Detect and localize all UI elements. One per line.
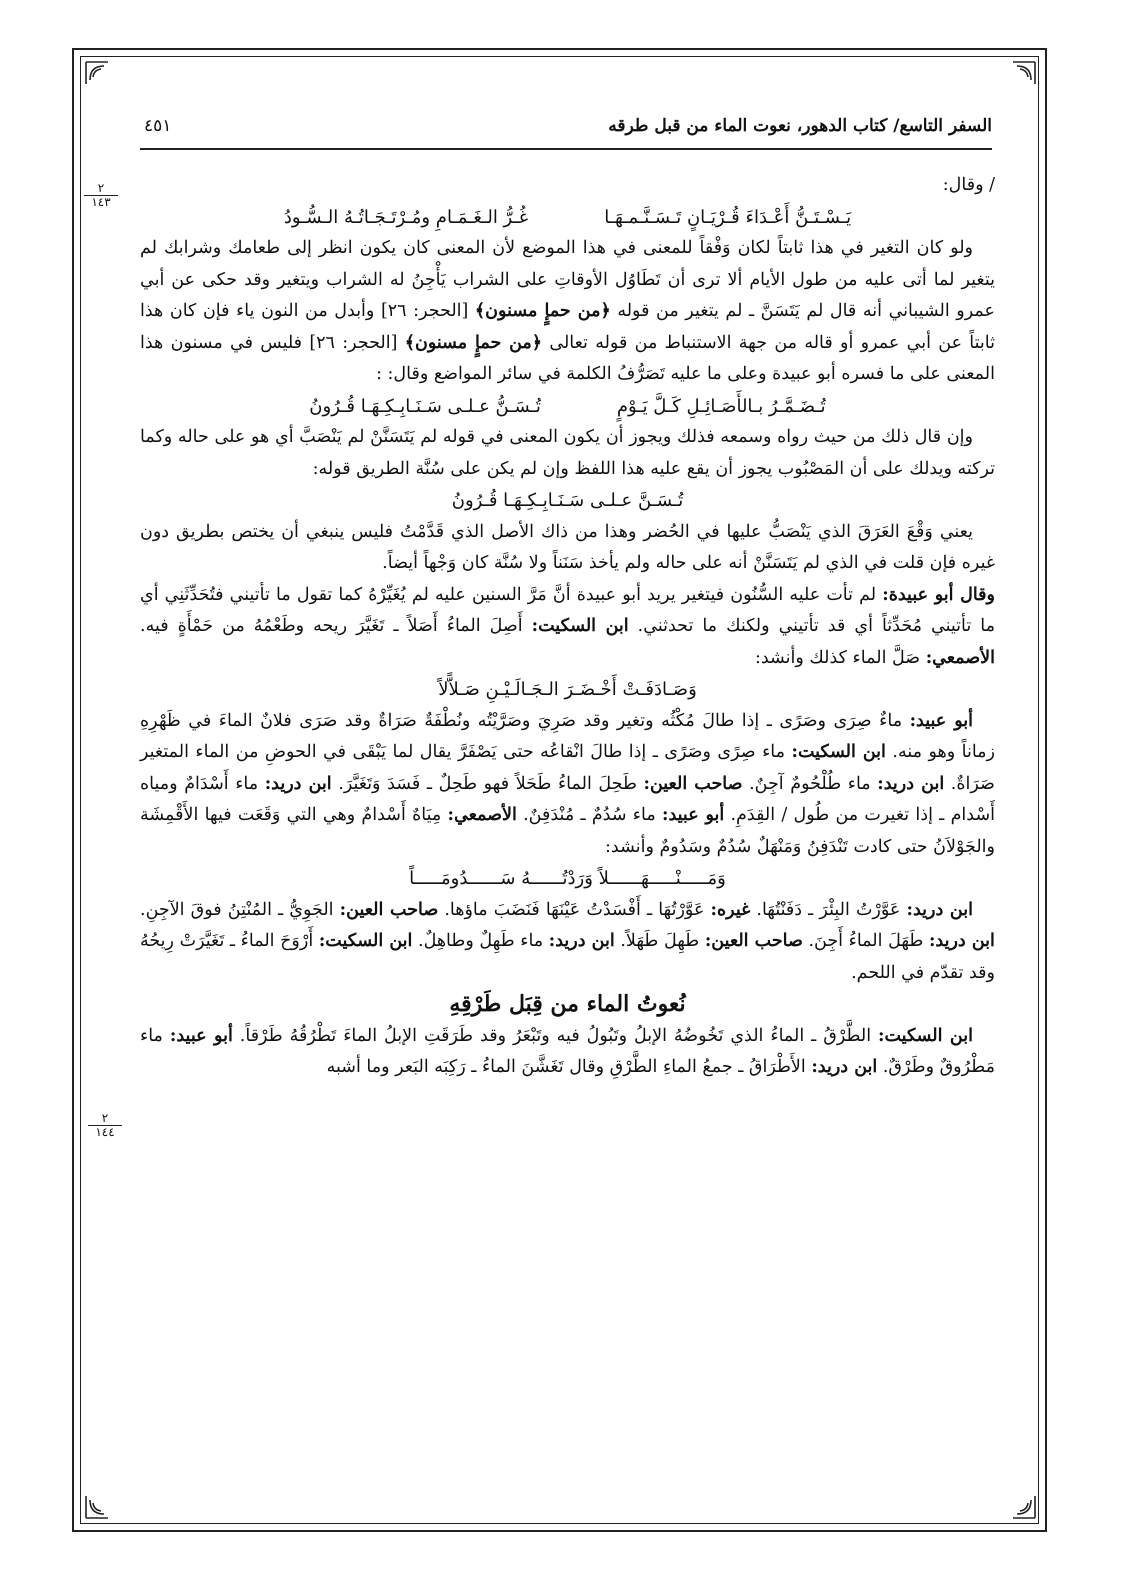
source-label: وقال أبو عبيدة: <box>882 584 995 605</box>
text-run: ماءٌ صِرَى وصَرًى ـ إذا طالَ مُكْثُه وتغير وقد صَرِيَ وصَرَّيْتُه ونُطْفَةٌ صَرَاةٌ وقد صَرَى فلانٌ الماءَ في ظَهْرِهِ زماناً وهو منه. <box>140 710 995 762</box>
source-label: ابن السكيت: <box>318 931 413 951</box>
page-header <box>140 108 992 150</box>
text-run: عَوَّرْتُهَا ـ أَفْسَدْتُ عَيْنَهَا فَنَضَبَ ماؤها. <box>444 899 705 920</box>
source-label: ابن السكيت: <box>531 616 629 636</box>
source-label: ابن السكيت: <box>878 1025 973 1046</box>
source-label: ابن دريد: <box>928 931 995 951</box>
verse-hemistich: غُـرُّ الـغَـمَـامِ ومُـرْتَـجَـاتُـهُ الـسُّـودُ <box>283 206 529 228</box>
text-run: ماء طَهِلٌ وطاهِلٌ. <box>418 931 544 951</box>
source-label: ابن دريد: <box>877 773 945 794</box>
source-label: أبو عبيد: <box>909 710 973 731</box>
text-run: لم تأت عليه السُّنُون فيتغير يريد أبو عبيدة أنَّ مَرَّ السنين عليه لم يُغَيِّرْهُ كما تقول ما تأتيني فتُحَدِّثَنِي أي ما تأتيني مُحَدِّثاً أي قد تأتيني ولكنك ما تحدثني. <box>140 584 995 636</box>
text-run: ماء مَطْرُوقٌ وطَرْقٌ. <box>140 1025 995 1077</box>
text-run: صَلَّ الماء كذلك وأنشد: <box>754 647 921 668</box>
main-text <box>140 170 995 1084</box>
text-run: الجَوِيُّ ـ المُنْتِنُ فوقَ الآجِنِ. <box>140 899 334 920</box>
quran-quote: ﴿من حمإٍ مسنون﴾ <box>404 332 543 353</box>
section-heading: نُعوتُ الماء من قِبَل طَرْقِهِ <box>449 991 686 1017</box>
text-run: أَرْوَحَ الماءُ ـ تَغَيَّرَتْ رِيحُهُ وقد تقدّم في اللحم. <box>140 931 995 983</box>
text-run: أَصِلَ الماءُ أَصَلاً ـ تَغَيَّرَ ريحه وطَعْمُهُ من حَمْأَةٍ فيه. <box>140 616 523 636</box>
quran-quote: ﴿من حمإٍ مسنون﴾ <box>474 301 611 321</box>
source-label: صاحب العين: <box>339 899 439 920</box>
text-run: طَهَلَ الماءُ أَجِنَ. <box>808 931 924 951</box>
source-label: ابن السكيت: <box>791 742 886 762</box>
corner-ornament-icon <box>1011 1494 1037 1520</box>
source-label: أبو عبيد: <box>169 1025 233 1046</box>
intro-line: / وقال: <box>942 175 995 195</box>
source-label: ابن دريد: <box>811 1057 878 1077</box>
verse-line: وَصَـادَفَـتْ أَخْـضَـرَ الـجَـالَـيْـنِ صَـلاًّلاً <box>438 679 697 700</box>
text-run: [الحجر: ٢٦] وأبدل من النون ياء فإن كان هذا ثابتاً عن أبي عمرو أو قاله من جهة الاستنباط من قوله تعالى <box>140 301 995 353</box>
margin-folio-num: ٢ <box>88 1112 122 1126</box>
corner-ornament-icon <box>84 1494 110 1520</box>
text-run: طَحِلَ الماءُ طَحَلاً فهو طَحِلٌ ـ فَسَدَ وَتَغَيَّرَ. <box>338 773 637 794</box>
text-run: ولو كان التغير في هذا ثابتاً لكان وَفْقاً للمعنى في هذا الموضع لأن المعنى كان يكون انظر إلى طعامك وشرابك لم يتغير لما أتى عليه من طول الأيام ألا ترى أن تَطَاوُل الأوقاتِ على الشراب يَأْجِنُ له الشراب ويتغير وقد حكى عن أبي عمرو الشيباني أنه قال لم يَتَسَنَّ ـ لم يتغير من قوله <box>140 238 995 321</box>
source-label: ابن دريد: <box>264 773 332 794</box>
verse-hemistich: تُـضَـمَّـرُ بـالأَصَـائِـلِ كَـلَّ يَـوْمٍ <box>616 395 826 417</box>
running-title: السفر التاسع/ كتاب الدهور، نعوت الماء من قبل طرقه <box>608 116 992 136</box>
paragraph <box>140 580 995 675</box>
margin-folio-num: ٢ <box>84 182 118 196</box>
corner-ornament-icon <box>1011 60 1037 86</box>
source-label: ابن دريد: <box>906 899 973 920</box>
source-label: ابن دريد: <box>548 931 615 951</box>
text-run: مِيَاهٌ أَسْدامٌ وهي التي وَقَعَت فيها الأَقْمِشَة والجَوْلاَنُ حتى كادت تَنْدَفِنُ وَمَنْهَلٌ سُدُمٌ وسَدُومٌ وأنشد: <box>140 805 995 857</box>
text-run: [الحجر: ٢٦] فليس في مسنون هذا المعنى على ما فسره أبو عبيدة وعلى ما عليه تَصَرُّفُ الكلمة في سائر المواضع وقال: : <box>140 332 995 384</box>
paragraph <box>140 233 995 391</box>
text-run: الطَّرْقُ ـ الماءُ الذي تَخُوضُهُ الإبلُ وتَبُولُ فيه وتَبْعَرُ وقد طَرَقَتِ الإبلُ الماءَ تَطْرُقُهُ طَرْقاً. <box>239 1025 872 1046</box>
source-label: صاحب العين: <box>643 773 743 794</box>
text-run: طَهِلَ طَهَلاً. <box>620 931 700 951</box>
margin-folio-note <box>84 182 118 209</box>
page-number: ٤٥١ <box>144 116 172 136</box>
verse-hemistich: تُـسَـنُّ عـلـى سَـنَـابِـكِـهَـا قُـرُونُ <box>309 395 541 417</box>
source-label: غيره: <box>710 899 751 920</box>
paragraph: يعني وَقْعَ العَرَقَ الذي يَنْصَبُّ عليها في الحُضر وهذا من ذاك الأصل الذي قَدَّمْتُ فليس ينبغي أن يختص بطريق دون غيره فإن قلت في الذي لم يَتَسَنَّنْ أنه على حاله ولم يأخذ سَنَناً ولا سُنَّة كان وَجْهاً أيضاً. <box>140 521 995 573</box>
paragraph <box>140 706 995 864</box>
source-label: صاحب العين: <box>704 931 803 951</box>
corner-ornament-icon <box>84 60 110 86</box>
paragraph <box>140 1021 995 1084</box>
verse-line: وَمَـــــنْـــــهَــــــلاً وَرَدْتُــــــهُ سَــــــدُومَـــــاً <box>409 868 726 889</box>
paragraph: وإن قال ذلك من حيث رواه وسمعه فذلك ويجوز أن يكون المعنى في قوله لم يَتَسَنَّنْ لم يَنْصَبَّ أي هو على حاله وكما تركته ويدلك على أن المَصْبُوب يجوز أن يقع عليه هذا اللفظ وإن لم يكن على سُنَّة الطريق قوله: <box>140 427 995 479</box>
text-run: ماء سُدُمٌ ـ مُنْدَفِنٌ. <box>523 805 656 825</box>
margin-folio-note <box>88 1112 122 1139</box>
margin-folio-den: ١٤٣ <box>91 195 111 209</box>
text-run: ماء صِرًى وصَرًى ـ إذا طالَ انْقاعُه حتى يَصْفَرَّ يقال لما يَبْقَى في الحوضِ من الماء المتغير صَرَاةٌ. <box>140 742 995 794</box>
verse-line <box>140 202 995 234</box>
verse-line <box>140 391 995 423</box>
text-run: ماء طُلْحُومٌ آجِنٌ. <box>749 773 871 794</box>
verse-line: تُـسَـنَّ عـلـى سَـنَـابِـكِـهَـا قُـرُونُ <box>451 490 684 511</box>
margin-folio-den: ١٤٤ <box>95 1125 115 1139</box>
paragraph <box>140 895 995 990</box>
source-label: الأصمعي: <box>447 805 517 825</box>
source-label: أبو عبيد: <box>662 805 725 825</box>
text-run: عَوَّرْتُ البِئْرَ ـ دَفَنْتُهَا. <box>756 899 901 920</box>
verse-hemistich: يَـسْـتَـنُّ أَعْـدَاءَ قُـرْيَـانٍ تَـسَـنَّـمـهَـا <box>604 206 852 228</box>
source-label: الأصمعي: <box>925 647 995 668</box>
text-run: الأَطْرَاقُ ـ جمعُ الماءِ الطَّرْقِ وقال تَغَشَّنَ الماءُ ـ رَكِبَه البَعر وما أشبه <box>326 1057 806 1077</box>
text-run: ماء أَسْدَامٌ ومياه أَسْدام ـ إذا تغيرت من طُول / القِدَمِ. <box>140 773 995 825</box>
